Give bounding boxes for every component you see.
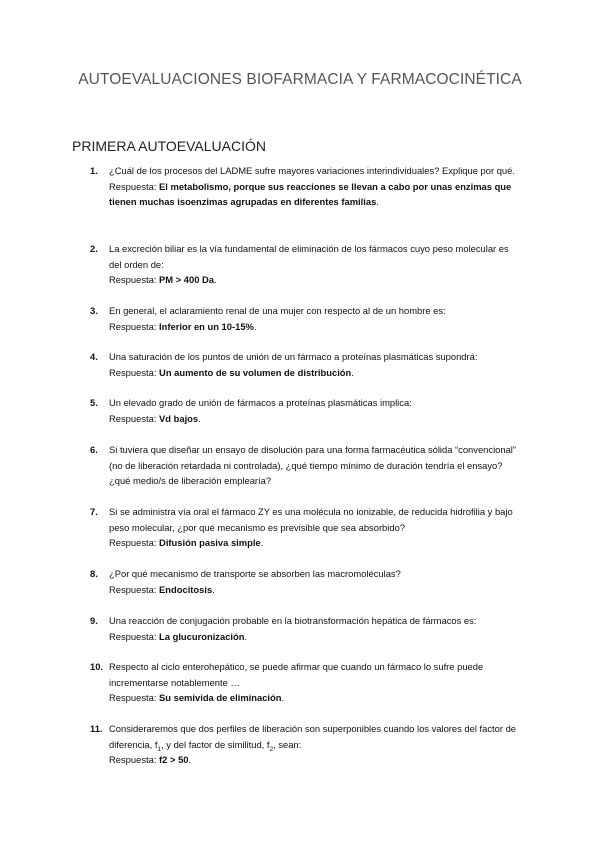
question-item	[90, 504, 522, 551]
question-text: Una saturación de los puntos de unión de un fármaco a proteínas plasmáticas supondrá:	[109, 351, 478, 362]
question-number: 7.	[90, 506, 98, 517]
answer-text: Difusión pasiva simple	[159, 537, 261, 548]
question-number: 9.	[90, 615, 98, 626]
question-number: 5.	[90, 397, 98, 408]
answer-label: Respuesta:	[109, 630, 157, 642]
question-number: 3.	[90, 305, 98, 316]
answer-label: Respuesta:	[109, 537, 157, 548]
document-title: AUTOEVALUACIONES BIOFARMACIA Y FARMACOCINÉTICA	[78, 71, 522, 88]
answer-line	[109, 752, 522, 768]
question-text: Si se administra vía oral el fármaco ZY es una molécula no ionizable, de reducida hidrofilia y bajo peso molecular, ¿por qué mecanismo es previsible que sea absorbido?	[109, 506, 513, 533]
question-text: Respecto al ciclo enterohepático, se puede afirmar que cuando un fármaco lo sufre puede incrementarse notablemente …	[109, 661, 484, 688]
question-item	[90, 241, 522, 288]
answer-end: .	[198, 412, 201, 424]
question-item	[90, 566, 522, 597]
question-item	[90, 349, 522, 380]
question-text: La excreción biliar es la vía fundamental de eliminación de los fármacos cuyo peso molecular es del orden de:	[109, 243, 509, 270]
answer-line	[109, 582, 522, 598]
answer-text: Endocitosis	[159, 583, 213, 595]
answer-line	[109, 319, 522, 335]
question-text: Un elevado grado de unión de fármacos a proteínas plasmáticas implica:	[109, 397, 412, 408]
answer-label: Respuesta:	[109, 692, 157, 703]
question-text: Si tuviera que diseñar un ensayo de disolución para una forma farmacéutica sólida “convencional” (no de liberación retardada ni controlada), ¿qué tiempo mínimo de duración tendría el ensayo? ¿qué medio/s de liberación emplearía?	[109, 444, 517, 486]
answer-text: La glucuronización	[159, 630, 245, 642]
question-item	[90, 395, 522, 426]
answer-text: Su semivida de eliminación	[159, 692, 282, 703]
subscript-2: 2	[269, 745, 274, 753]
answer-text: Un aumento de su volumen de distribución	[159, 366, 352, 378]
answer-text: f2 > 50	[159, 754, 189, 765]
answer-text: El metabolismo, porque sus reacciones se llevan a cabo por unas enzimas que tienen muchas isoenzimas agrupadas en diferentes familias	[109, 180, 512, 207]
answer-label: Respuesta:	[109, 583, 157, 595]
question-item	[90, 303, 522, 334]
question-number: 6.	[90, 444, 98, 455]
answer-text: Vd bajos	[159, 412, 199, 424]
section-title: PRIMERA AUTOEVALUACIÓN	[72, 138, 266, 154]
question-number: 11.	[90, 723, 103, 734]
answer-line	[109, 411, 522, 427]
answer-text: Inferior en un 10-15%	[159, 320, 254, 332]
question-item	[90, 721, 522, 768]
answer-end: .	[212, 583, 215, 595]
answer-line	[109, 272, 522, 288]
question-number: 4.	[90, 351, 98, 362]
question-text: Consideraremos que dos perfiles de liberación son superponibles cuando los valores del factor de diferencia, $f_1$, y del factor de similitud, $f_2$, sean:	[109, 723, 517, 753]
question-text: Una reacción de conjugación probable en la biotransformación hepática de fármacos es:	[109, 615, 477, 626]
question-item	[90, 442, 522, 489]
answer-end: .	[351, 366, 354, 378]
question-item	[90, 613, 522, 644]
answer-label: Respuesta:	[109, 320, 157, 332]
answer-end: .	[253, 320, 257, 332]
question-number: 1.	[90, 165, 98, 176]
answer-label: Respuesta:	[109, 754, 157, 765]
question-number: 8.	[90, 568, 98, 579]
answer-end: .	[188, 754, 192, 765]
answer-line	[109, 629, 522, 645]
answer-line	[109, 365, 522, 381]
question-item	[90, 163, 522, 210]
answer-label: Respuesta:	[109, 412, 157, 424]
answer-label: Respuesta:	[109, 180, 157, 192]
answer-end: .	[260, 537, 264, 548]
subscript-1: 1	[157, 745, 162, 753]
answer-line	[109, 179, 522, 210]
answer-end: .	[244, 630, 248, 642]
answer-end: .	[214, 274, 217, 285]
question-item	[90, 659, 522, 706]
question-text: ¿Por qué mecanismo de transporte se absorben las macromoléculas?	[109, 568, 401, 579]
answer-line	[109, 535, 522, 551]
question-text: En general, el aclaramiento renal de una mujer con respecto al de un hombre es:	[109, 305, 446, 316]
question-number: 2.	[90, 243, 98, 254]
answer-label: Respuesta:	[109, 366, 157, 378]
answer-line	[109, 690, 522, 706]
answer-end: .	[376, 196, 379, 207]
question-number: 10.	[90, 661, 104, 672]
answer-end: .	[281, 692, 285, 703]
answer-text: PM > 400 Da	[159, 274, 215, 285]
answer-label: Respuesta:	[109, 274, 157, 285]
question-text: ¿Cuál de los procesos del LADME sufre mayores variaciones interindividuales? Explique por qué.	[109, 165, 515, 176]
